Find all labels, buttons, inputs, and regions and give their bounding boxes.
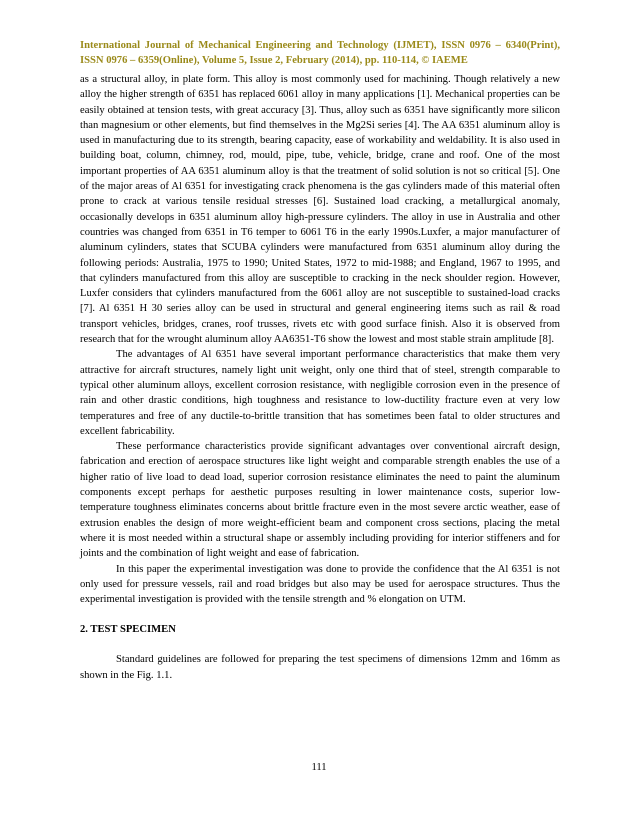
section-heading: 2. TEST SPECIMEN xyxy=(80,624,176,636)
body-paragraph-4: In this paper the experimental investigation was done to provide the confidence that the Al 6351 is not only used for pressure vessels, rail and road bridges but also may be used for aerospace structures. Thus the experimental investigation is provided with the tensile strength and % elongation on UTM. xyxy=(80,563,560,606)
section-paragraph: Standard guidelines are followed for preparing the test specimens of dimensions 12mm and 16mm as shown in the Fig. 1.1. xyxy=(80,654,560,681)
journal-header: International Journal of Mechanical Engineering and Technology (IJMET), ISSN 0976 – 6340(Print), ISSN 0976 – 6359(Online), Volume 5, Issue 2, February (2014), pp. 110-114, © IAEME xyxy=(80,40,560,66)
page-number: 111 xyxy=(311,762,327,773)
body-paragraph-2: The advantages of Al 6351 have several important performance characteristics that make them very attractive for aircraft structures, namely light unit weight, only one third that of steel, strength comparable to typical other aluminum alloys, excellent corrosion resistance, with negligible corrosion even in the presence of rain and other drastic conditions, high toughness and resistance to low-ductility fracture even at very low temperatures and free of any ductile-to-brittle transition that has sometimes been fatal to older structures and excellent fabricability. xyxy=(80,349,560,437)
paper-page xyxy=(80,38,560,683)
body-paragraph-1: as a structural alloy, in plate form. This alloy is most commonly used for machining. Though relatively a new alloy the higher strength of 6351 has replaced 6061 alloy in many applications [1]. Mechanical properties can be easily obtained at tension tests, with great accuracy [3]. Thus, alloy such as 6351 have significantly more silicon than magnesium or other elements, but find themselves in the Mg2Si series [4]. The AA 6351 aluminum alloy is used in manufacturing due to its strength, bearing capacity, ease of workability and weldability. It is also used in building boat, column, chimney, rod, mould, pipe, tube, vehicle, bridge, crane and roof. One of the most important properties of AA 6351 aluminum alloy is that the treatment of solid solution is not so critical [5]. One of the major areas of Al 6351 for investigating crack phenomena is the gas cylinders made of this material often prone to crack at various tensile residual stresses [6]. Sustained load cracking, a metallurgical anomaly, occasionally develops in 6351 aluminum alloy high-pressure cylinders. The alloy in use in Australia and other countries was changed from 6351 in T6 temper to 6061 T6 in the early 1990s.Luxfer, a major manufacturer of aluminum cylinders, states that SCUBA cylinders were manufactured from 6351 aluminum alloy during the following periods: Australia, 1975 to 1990; United States, 1972 to mid-1988; and England, 1967 to 1995, and that cylinders manufactured from this alloy are susceptible to cracking in the neck shoulder region. However, Luxfer considers that cylinders manufactured from the 6061 alloy are not susceptible to sustained-load cracks [7]. Al 6351 H 30 series alloy can be used in structural and general engineering items such as rail & road transport vehicles, bridges, cranes, roof trusses, rivets etc with good surface finish. Also it is observed from research that for the wrought aluminum alloy AA6351-T6 show the lowest and most stable strain amplitude [8]. xyxy=(80,74,560,346)
body-paragraph-3: These performance characteristics provide significant advantages over conventional aircraft design, fabrication and erection of aerospace structures like light weight and comparable strength enables the use of a higher ratio of live load to dead load, superior corrosion resistance eliminates the need to paint the aluminum components except perhaps for aesthetic purposes resulting in lower maintenance costs, superior low-temperature toughness eliminates concerns about brittle fracture even in the most severe arctic weather, ease of extrusion enables the design of more weight-efficient beam and component cross sections, placing the metal where it is most needed within a structural shape or assembly including providing for interior stiffeners and for joints and the combination of light weight and ease of fabrication. xyxy=(80,441,560,560)
